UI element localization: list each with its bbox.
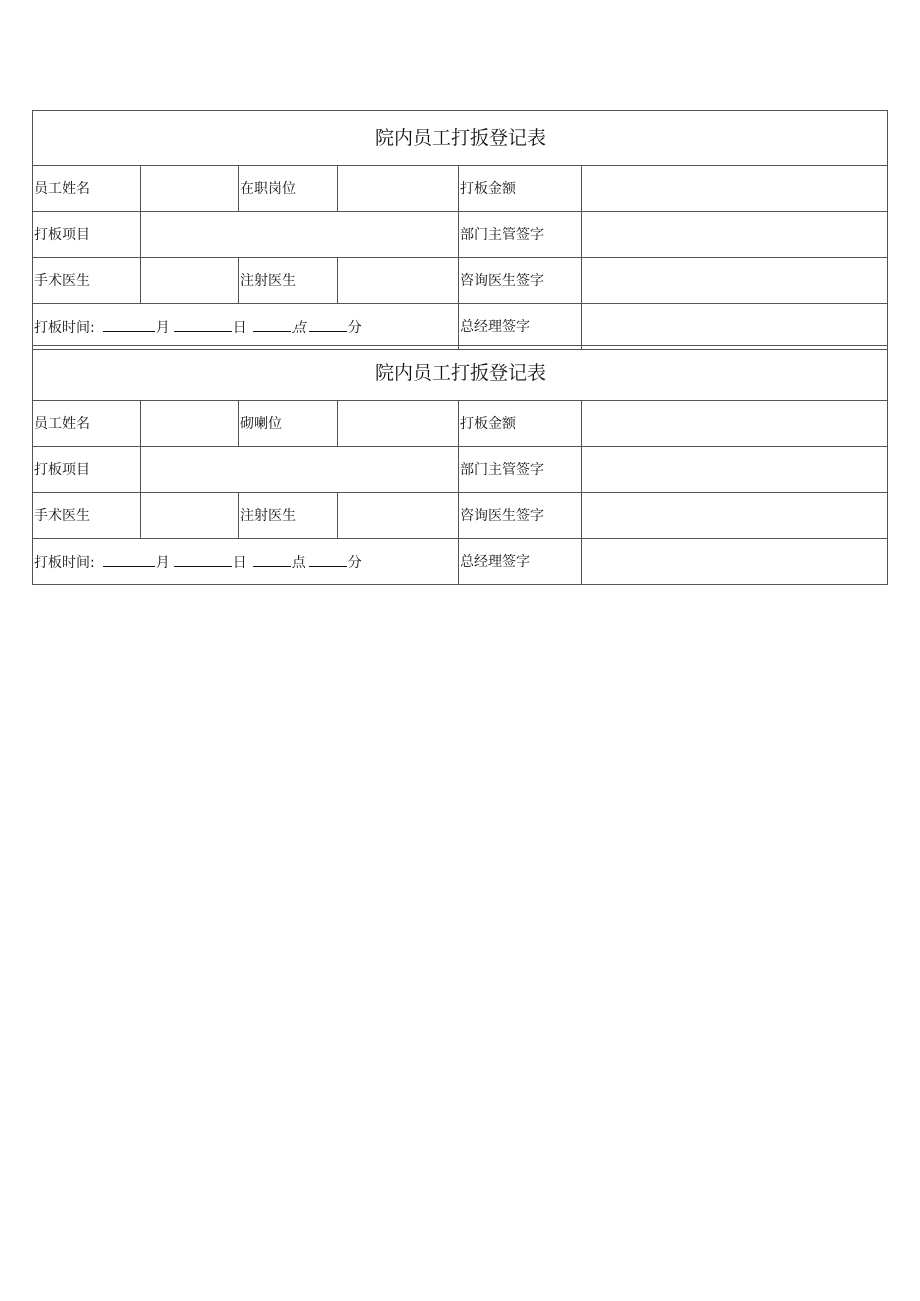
consultant-signature-field[interactable]	[582, 258, 888, 304]
surgeon-field[interactable]	[141, 258, 239, 304]
gm-signature-label: 总经理签字	[459, 539, 582, 585]
hour-label: 点	[291, 319, 306, 336]
position-label: 在职岗位	[239, 166, 338, 212]
hour-blank[interactable]	[253, 319, 291, 332]
employee-name-label: 员工姓名	[33, 166, 141, 212]
form-title: 院内员工打扳登记表	[33, 111, 888, 166]
day-blank[interactable]	[174, 319, 232, 332]
project-field[interactable]	[141, 447, 459, 493]
time-field[interactable]	[33, 539, 459, 585]
day-label: 日	[232, 319, 247, 336]
employee-name-label: 员工姓名	[33, 401, 141, 447]
registration-form	[32, 110, 888, 350]
dept-head-signature-label: 部门主管签字	[459, 212, 582, 258]
minute-label: 分	[347, 554, 362, 571]
consultant-signature-field[interactable]	[582, 493, 888, 539]
position-field[interactable]	[338, 166, 459, 212]
injection-doctor-field[interactable]	[338, 493, 459, 539]
minute-label: 分	[347, 319, 362, 336]
dept-head-signature-field[interactable]	[582, 212, 888, 258]
hour-blank[interactable]	[253, 554, 291, 567]
surgeon-label: 手术医生	[33, 493, 141, 539]
surgeon-label: 手术医生	[33, 258, 141, 304]
gm-signature-field[interactable]	[582, 539, 888, 585]
amount-field[interactable]	[582, 166, 888, 212]
hour-label: 点	[291, 554, 306, 571]
position-field[interactable]	[338, 401, 459, 447]
registration-form	[32, 345, 888, 585]
month-label: 月	[155, 554, 170, 571]
consultant-signature-label: 咨询医生签字	[459, 493, 582, 539]
employee-name-field[interactable]	[141, 401, 239, 447]
project-label: 打板项目	[33, 212, 141, 258]
amount-field[interactable]	[582, 401, 888, 447]
day-label: 日	[232, 554, 247, 571]
injection-doctor-label: 注射医生	[239, 258, 338, 304]
time-label: 打板时间:	[34, 554, 95, 571]
injection-doctor-label: 注射医生	[239, 493, 338, 539]
time-field[interactable]	[33, 304, 459, 350]
gm-signature-label: 总经理签字	[459, 304, 582, 350]
injection-doctor-field[interactable]	[338, 258, 459, 304]
dept-head-signature-field[interactable]	[582, 447, 888, 493]
dept-head-signature-label: 部门主管签字	[459, 447, 582, 493]
minute-blank[interactable]	[309, 319, 347, 332]
minute-blank[interactable]	[309, 554, 347, 567]
day-blank[interactable]	[174, 554, 232, 567]
employee-name-field[interactable]	[141, 166, 239, 212]
position-label: 砌喇位	[239, 401, 338, 447]
month-blank[interactable]	[103, 319, 155, 332]
month-blank[interactable]	[103, 554, 155, 567]
project-label: 打板项目	[33, 447, 141, 493]
time-label: 打板时间:	[34, 319, 95, 336]
amount-label: 打板金额	[459, 401, 582, 447]
gm-signature-field[interactable]	[582, 304, 888, 350]
consultant-signature-label: 咨询医生签字	[459, 258, 582, 304]
amount-label: 打板金额	[459, 166, 582, 212]
month-label: 月	[155, 319, 170, 336]
form-title: 院内员工打扳登记表	[33, 346, 888, 401]
project-field[interactable]	[141, 212, 459, 258]
surgeon-field[interactable]	[141, 493, 239, 539]
